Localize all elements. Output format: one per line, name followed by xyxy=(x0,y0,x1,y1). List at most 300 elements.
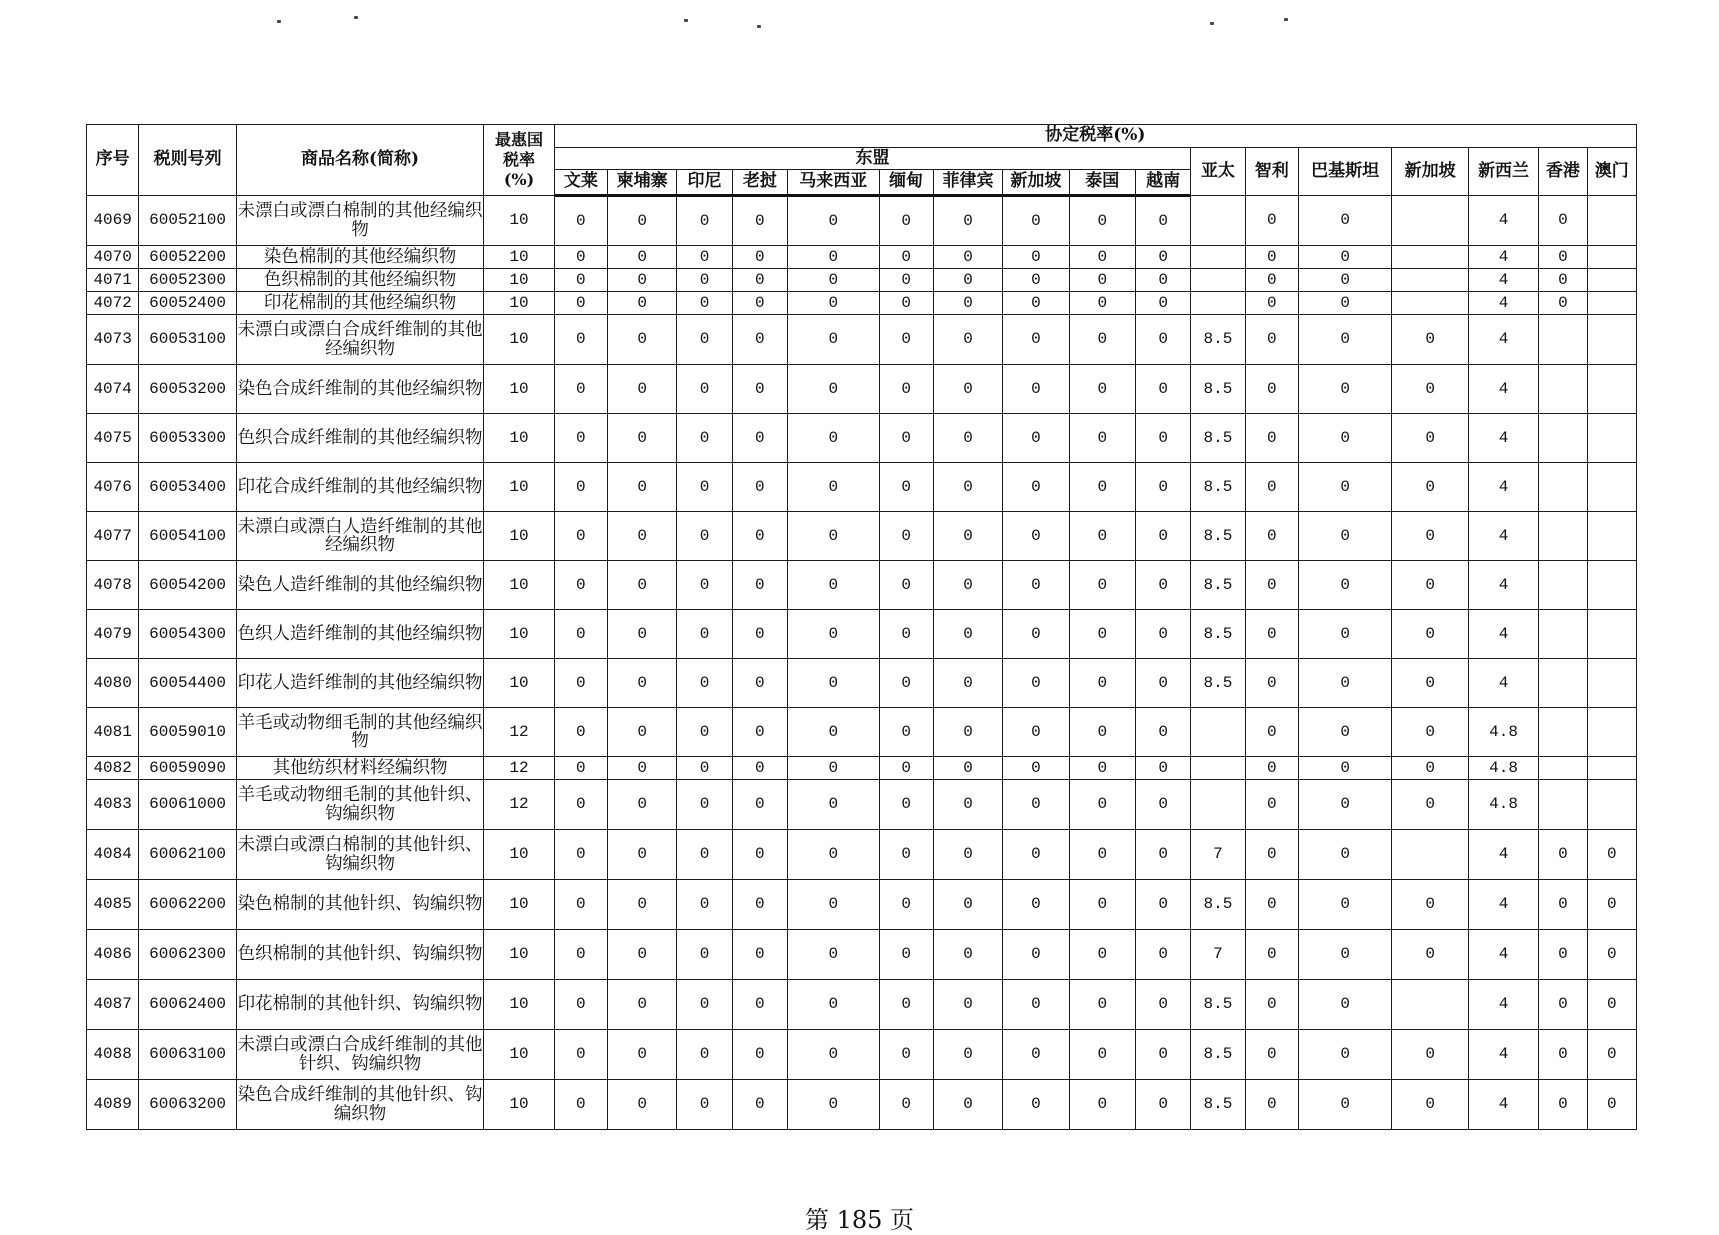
table-row xyxy=(87,246,1637,269)
row-agreement-rate: 0 xyxy=(554,980,607,1030)
row-product-name: 羊毛或动物细毛制的其他经编织物 xyxy=(236,708,483,757)
row-agreement-rate: 0 xyxy=(1003,315,1069,365)
row-agreement-rate: 0 xyxy=(1392,512,1468,561)
row-agreement-rate: 0 xyxy=(1135,980,1190,1030)
row-agreement-rate: 0 xyxy=(554,708,607,757)
row-agreement-rate: 0 xyxy=(607,292,676,315)
row-agreement-rate: 0 xyxy=(1069,708,1135,757)
table-row xyxy=(87,780,1637,830)
row-agreement-rate: 8.5 xyxy=(1191,463,1245,512)
row-agreement-rate: 0 xyxy=(1003,561,1069,610)
row-agreement-rate: 0 xyxy=(1245,880,1298,930)
row-agreement-rate: 0 xyxy=(879,780,933,830)
table-row xyxy=(87,463,1637,512)
row-agreement-rate: 0 xyxy=(788,196,880,246)
row-agreement-rate: 0 xyxy=(554,292,607,315)
row-agreement-rate: 0 xyxy=(1069,880,1135,930)
header-apta: 亚太 xyxy=(1191,148,1245,196)
row-agreement-rate: 0 xyxy=(1587,880,1636,930)
row-agreement-rate: 0 xyxy=(607,365,676,414)
row-agreement-rate: 0 xyxy=(1245,610,1298,659)
row-agreement-rate xyxy=(1191,708,1245,757)
table-row xyxy=(87,1080,1637,1130)
row-mfn-rate: 10 xyxy=(484,1030,554,1080)
row-agreement-rate: 0 xyxy=(1539,1030,1587,1080)
row-agreement-rate: 0 xyxy=(1135,930,1190,980)
row-agreement-rate: 0 xyxy=(677,414,732,463)
row-agreement-rate: 0 xyxy=(933,292,1002,315)
row-agreement-rate: 0 xyxy=(554,830,607,880)
row-agreement-rate: 0 xyxy=(1135,1030,1190,1080)
page-number: 第 185 页 xyxy=(804,1206,915,1234)
row-agreement-rate: 0 xyxy=(607,196,676,246)
table-row xyxy=(87,830,1637,880)
row-agreement-rate: 0 xyxy=(554,1080,607,1130)
row-agreement-rate: 0 xyxy=(1298,196,1392,246)
row-agreement-rate: 4 xyxy=(1468,269,1538,292)
row-agreement-rate: 0 xyxy=(1587,930,1636,980)
row-product-name: 未漂白或漂白棉制的其他针织、钩编织物 xyxy=(236,830,483,880)
row-agreement-rate: 0 xyxy=(554,610,607,659)
row-agreement-rate: 4 xyxy=(1468,463,1538,512)
header-laos: 老挝 xyxy=(732,170,787,196)
row-agreement-rate: 0 xyxy=(879,414,933,463)
row-agreement-rate: 0 xyxy=(1135,246,1190,269)
row-agreement-rate: 0 xyxy=(554,246,607,269)
row-agreement-rate: 0 xyxy=(933,1080,1002,1130)
row-agreement-rate: 0 xyxy=(1245,1030,1298,1080)
row-agreement-rate: 0 xyxy=(1003,708,1069,757)
row-tariff-code: 60063200 xyxy=(139,1080,237,1130)
row-agreement-rate: 0 xyxy=(554,315,607,365)
row-agreement-rate: 0 xyxy=(677,830,732,880)
row-agreement-rate: 0 xyxy=(933,246,1002,269)
row-agreement-rate: 0 xyxy=(732,246,787,269)
row-agreement-rate: 0 xyxy=(732,269,787,292)
row-agreement-rate: 0 xyxy=(607,830,676,880)
header-singapore: 新加坡 xyxy=(1392,148,1468,196)
row-agreement-rate: 0 xyxy=(607,780,676,830)
row-agreement-rate: 0 xyxy=(1003,269,1069,292)
row-seq: 4080 xyxy=(87,659,139,708)
row-agreement-rate: 0 xyxy=(554,561,607,610)
row-agreement-rate: 0 xyxy=(1392,315,1468,365)
row-agreement-rate: 0 xyxy=(879,930,933,980)
row-agreement-rate: 4.8 xyxy=(1468,757,1538,780)
row-agreement-rate: 0 xyxy=(933,512,1002,561)
header-malaysia: 马来西亚 xyxy=(788,170,880,196)
row-agreement-rate xyxy=(1392,246,1468,269)
row-agreement-rate: 0 xyxy=(1135,315,1190,365)
row-agreement-rate xyxy=(1539,757,1587,780)
row-product-name: 印花人造纤维制的其他经编织物 xyxy=(236,659,483,708)
row-agreement-rate: 0 xyxy=(607,980,676,1030)
row-agreement-rate: 0 xyxy=(732,512,787,561)
row-agreement-rate: 0 xyxy=(1298,930,1392,980)
row-agreement-rate: 0 xyxy=(1003,980,1069,1030)
row-tariff-code: 60062200 xyxy=(139,880,237,930)
table-row xyxy=(87,561,1637,610)
row-agreement-rate: 0 xyxy=(677,315,732,365)
row-agreement-rate xyxy=(1191,780,1245,830)
table-row xyxy=(87,512,1637,561)
row-agreement-rate: 0 xyxy=(1539,246,1587,269)
row-agreement-rate: 0 xyxy=(1135,757,1190,780)
row-agreement-rate: 0 xyxy=(933,414,1002,463)
row-agreement-rate: 4 xyxy=(1468,610,1538,659)
row-agreement-rate xyxy=(1539,512,1587,561)
row-agreement-rate: 0 xyxy=(1003,196,1069,246)
row-agreement-rate xyxy=(1392,292,1468,315)
row-agreement-rate xyxy=(1191,269,1245,292)
row-seq: 4089 xyxy=(87,1080,139,1130)
row-agreement-rate: 0 xyxy=(879,610,933,659)
row-product-name: 未漂白或漂白人造纤维制的其他经编织物 xyxy=(236,512,483,561)
row-mfn-rate: 10 xyxy=(484,292,554,315)
row-agreement-rate: 0 xyxy=(788,414,880,463)
row-agreement-rate: 4 xyxy=(1468,414,1538,463)
row-agreement-rate: 0 xyxy=(1003,414,1069,463)
row-agreement-rate: 0 xyxy=(1245,708,1298,757)
row-agreement-rate: 0 xyxy=(788,830,880,880)
table-row xyxy=(87,315,1637,365)
row-agreement-rate xyxy=(1539,780,1587,830)
row-agreement-rate xyxy=(1587,196,1636,246)
row-agreement-rate: 0 xyxy=(1069,196,1135,246)
row-agreement-rate: 0 xyxy=(1298,315,1392,365)
row-agreement-rate: 0 xyxy=(732,830,787,880)
row-agreement-rate xyxy=(1587,365,1636,414)
header-asean-singapore: 新加坡 xyxy=(1003,170,1069,196)
row-agreement-rate: 0 xyxy=(1298,708,1392,757)
row-agreement-rate: 8.5 xyxy=(1191,561,1245,610)
row-agreement-rate: 0 xyxy=(879,463,933,512)
row-agreement-rate: 0 xyxy=(1392,463,1468,512)
row-agreement-rate: 0 xyxy=(677,708,732,757)
row-agreement-rate: 0 xyxy=(1245,561,1298,610)
row-mfn-rate: 10 xyxy=(484,365,554,414)
header-seq: 序号 xyxy=(87,125,139,196)
row-agreement-rate: 0 xyxy=(1392,414,1468,463)
row-agreement-rate: 0 xyxy=(1392,365,1468,414)
header-code: 税则号列 xyxy=(139,125,237,196)
row-agreement-rate: 0 xyxy=(554,659,607,708)
row-seq: 4087 xyxy=(87,980,139,1030)
row-agreement-rate: 4 xyxy=(1468,830,1538,880)
header-vietnam: 越南 xyxy=(1135,170,1190,196)
header-mfn-line1: 最惠国 xyxy=(494,130,543,149)
header-agreement: 协定税率(%) xyxy=(554,125,1636,148)
table-row xyxy=(87,708,1637,757)
row-agreement-rate: 8.5 xyxy=(1191,880,1245,930)
row-mfn-rate: 10 xyxy=(484,269,554,292)
header-myanmar: 缅甸 xyxy=(879,170,933,196)
row-agreement-rate: 0 xyxy=(1298,365,1392,414)
row-agreement-rate: 0 xyxy=(1069,757,1135,780)
header-mfn-line3: (%) xyxy=(503,170,535,189)
row-agreement-rate: 0 xyxy=(788,269,880,292)
row-agreement-rate: 8.5 xyxy=(1191,512,1245,561)
row-agreement-rate: 0 xyxy=(879,512,933,561)
row-agreement-rate: 0 xyxy=(677,561,732,610)
row-agreement-rate xyxy=(1587,246,1636,269)
row-agreement-rate: 0 xyxy=(1069,414,1135,463)
row-agreement-rate: 0 xyxy=(1587,1080,1636,1130)
row-agreement-rate: 0 xyxy=(1003,610,1069,659)
row-product-name: 染色棉制的其他经编织物 xyxy=(236,246,483,269)
row-agreement-rate: 0 xyxy=(554,512,607,561)
row-agreement-rate: 0 xyxy=(1003,512,1069,561)
row-agreement-rate: 0 xyxy=(1245,659,1298,708)
row-agreement-rate xyxy=(1587,659,1636,708)
row-agreement-rate: 0 xyxy=(607,512,676,561)
row-seq: 4069 xyxy=(87,196,139,246)
row-agreement-rate: 8.5 xyxy=(1191,315,1245,365)
row-agreement-rate: 0 xyxy=(554,757,607,780)
header-brunei: 文莱 xyxy=(554,170,607,196)
row-agreement-rate: 0 xyxy=(554,463,607,512)
row-agreement-rate: 0 xyxy=(732,292,787,315)
row-agreement-rate: 0 xyxy=(1587,980,1636,1030)
row-agreement-rate: 0 xyxy=(677,246,732,269)
row-mfn-rate: 10 xyxy=(484,930,554,980)
row-product-name: 印花棉制的其他经编织物 xyxy=(236,292,483,315)
row-agreement-rate: 4.8 xyxy=(1468,708,1538,757)
row-agreement-rate: 0 xyxy=(1003,830,1069,880)
row-agreement-rate: 0 xyxy=(1298,1080,1392,1130)
row-agreement-rate xyxy=(1539,610,1587,659)
row-agreement-rate xyxy=(1392,830,1468,880)
row-agreement-rate: 0 xyxy=(933,708,1002,757)
row-agreement-rate: 4 xyxy=(1468,1080,1538,1130)
row-agreement-rate: 0 xyxy=(933,659,1002,708)
row-agreement-rate: 0 xyxy=(1298,830,1392,880)
row-agreement-rate: 0 xyxy=(1069,561,1135,610)
table-row xyxy=(87,1030,1637,1080)
row-agreement-rate: 0 xyxy=(1069,980,1135,1030)
row-agreement-rate: 0 xyxy=(1135,463,1190,512)
row-agreement-rate: 0 xyxy=(788,757,880,780)
row-agreement-rate: 0 xyxy=(879,708,933,757)
row-agreement-rate: 4.8 xyxy=(1468,780,1538,830)
row-seq: 4085 xyxy=(87,880,139,930)
table-row xyxy=(87,365,1637,414)
row-agreement-rate: 0 xyxy=(788,463,880,512)
row-product-name: 色织合成纤维制的其他经编织物 xyxy=(236,414,483,463)
row-agreement-rate xyxy=(1587,512,1636,561)
row-agreement-rate: 0 xyxy=(788,1080,880,1130)
row-agreement-rate xyxy=(1587,315,1636,365)
row-tariff-code: 60063100 xyxy=(139,1030,237,1080)
row-seq: 4075 xyxy=(87,414,139,463)
row-agreement-rate: 0 xyxy=(732,610,787,659)
row-agreement-rate: 0 xyxy=(607,1030,676,1080)
row-agreement-rate: 0 xyxy=(1539,292,1587,315)
row-agreement-rate: 0 xyxy=(677,196,732,246)
row-agreement-rate: 0 xyxy=(677,780,732,830)
row-agreement-rate: 0 xyxy=(1245,269,1298,292)
row-product-name: 色织人造纤维制的其他经编织物 xyxy=(236,610,483,659)
row-agreement-rate: 0 xyxy=(1069,315,1135,365)
row-agreement-rate xyxy=(1191,196,1245,246)
row-agreement-rate: 7 xyxy=(1191,930,1245,980)
row-product-name: 印花合成纤维制的其他经编织物 xyxy=(236,463,483,512)
row-seq: 4072 xyxy=(87,292,139,315)
row-agreement-rate: 0 xyxy=(1135,269,1190,292)
row-agreement-rate: 0 xyxy=(1245,980,1298,1030)
header-indonesia: 印尼 xyxy=(677,170,732,196)
row-agreement-rate: 0 xyxy=(1069,610,1135,659)
table-row xyxy=(87,414,1637,463)
table-row xyxy=(87,269,1637,292)
row-agreement-rate: 0 xyxy=(554,780,607,830)
row-agreement-rate: 4 xyxy=(1468,292,1538,315)
row-agreement-rate: 0 xyxy=(879,365,933,414)
row-agreement-rate: 8.5 xyxy=(1191,980,1245,1030)
row-tariff-code: 60053100 xyxy=(139,315,237,365)
row-agreement-rate: 0 xyxy=(677,980,732,1030)
row-seq: 4074 xyxy=(87,365,139,414)
row-agreement-rate: 4 xyxy=(1468,365,1538,414)
table-row xyxy=(87,610,1637,659)
row-agreement-rate: 0 xyxy=(607,610,676,659)
row-agreement-rate: 0 xyxy=(933,980,1002,1030)
row-agreement-rate: 0 xyxy=(1003,292,1069,315)
row-agreement-rate: 0 xyxy=(1069,292,1135,315)
row-agreement-rate: 0 xyxy=(1298,463,1392,512)
row-mfn-rate: 10 xyxy=(484,659,554,708)
row-tariff-code: 60052100 xyxy=(139,196,237,246)
row-agreement-rate: 0 xyxy=(879,1080,933,1130)
row-agreement-rate: 0 xyxy=(1069,246,1135,269)
row-agreement-rate: 4 xyxy=(1468,930,1538,980)
row-seq: 4082 xyxy=(87,757,139,780)
row-agreement-rate: 0 xyxy=(554,880,607,930)
row-agreement-rate: 0 xyxy=(1539,196,1587,246)
row-agreement-rate: 8.5 xyxy=(1191,414,1245,463)
row-agreement-rate xyxy=(1539,463,1587,512)
row-agreement-rate: 0 xyxy=(1069,512,1135,561)
row-agreement-rate xyxy=(1587,780,1636,830)
row-agreement-rate: 0 xyxy=(1245,780,1298,830)
row-seq: 4083 xyxy=(87,780,139,830)
row-agreement-rate: 0 xyxy=(1539,269,1587,292)
row-agreement-rate: 0 xyxy=(1003,757,1069,780)
row-agreement-rate: 0 xyxy=(1245,315,1298,365)
header-macau: 澳门 xyxy=(1587,148,1636,196)
row-agreement-rate xyxy=(1191,292,1245,315)
table-row xyxy=(87,659,1637,708)
row-agreement-rate: 0 xyxy=(1392,610,1468,659)
row-agreement-rate: 0 xyxy=(1003,463,1069,512)
table-body xyxy=(87,196,1637,1130)
row-agreement-rate: 0 xyxy=(1069,659,1135,708)
header-mfn-line2: 税率 xyxy=(502,150,535,169)
row-agreement-rate: 0 xyxy=(879,269,933,292)
row-agreement-rate: 0 xyxy=(933,365,1002,414)
row-agreement-rate xyxy=(1587,269,1636,292)
row-agreement-rate: 7 xyxy=(1191,830,1245,880)
row-agreement-rate xyxy=(1191,246,1245,269)
row-mfn-rate: 10 xyxy=(484,1080,554,1130)
row-agreement-rate: 0 xyxy=(677,463,732,512)
header-philippines: 菲律宾 xyxy=(933,170,1002,196)
row-agreement-rate: 0 xyxy=(1135,365,1190,414)
scan-specks xyxy=(0,0,1719,40)
row-tariff-code: 60054300 xyxy=(139,610,237,659)
row-seq: 4071 xyxy=(87,269,139,292)
row-agreement-rate: 0 xyxy=(879,561,933,610)
row-agreement-rate: 0 xyxy=(788,708,880,757)
row-agreement-rate: 0 xyxy=(1298,269,1392,292)
row-agreement-rate: 0 xyxy=(1135,659,1190,708)
row-agreement-rate: 0 xyxy=(732,365,787,414)
row-tariff-code: 60054200 xyxy=(139,561,237,610)
row-product-name: 染色棉制的其他针织、钩编织物 xyxy=(236,880,483,930)
row-agreement-rate: 0 xyxy=(1392,757,1468,780)
row-agreement-rate: 0 xyxy=(1003,659,1069,708)
row-agreement-rate: 0 xyxy=(607,269,676,292)
row-agreement-rate: 0 xyxy=(1392,780,1468,830)
row-agreement-rate: 0 xyxy=(879,292,933,315)
row-agreement-rate: 4 xyxy=(1468,561,1538,610)
row-agreement-rate: 0 xyxy=(607,315,676,365)
row-agreement-rate: 0 xyxy=(677,1080,732,1130)
row-agreement-rate: 0 xyxy=(1003,365,1069,414)
row-agreement-rate: 0 xyxy=(677,659,732,708)
row-agreement-rate: 0 xyxy=(732,930,787,980)
row-seq: 4081 xyxy=(87,708,139,757)
row-agreement-rate: 8.5 xyxy=(1191,1080,1245,1130)
row-agreement-rate: 8.5 xyxy=(1191,659,1245,708)
header-new-zealand: 新西兰 xyxy=(1468,148,1538,196)
row-agreement-rate: 0 xyxy=(732,463,787,512)
row-mfn-rate: 10 xyxy=(484,830,554,880)
row-agreement-rate xyxy=(1539,659,1587,708)
row-agreement-rate: 0 xyxy=(732,980,787,1030)
row-product-name: 未漂白或漂白合成纤维制的其他针织、钩编织物 xyxy=(236,1030,483,1080)
row-mfn-rate: 10 xyxy=(484,463,554,512)
row-agreement-rate: 0 xyxy=(1069,269,1135,292)
row-agreement-rate: 0 xyxy=(1069,1080,1135,1130)
row-agreement-rate: 0 xyxy=(933,830,1002,880)
row-agreement-rate: 0 xyxy=(554,930,607,980)
row-agreement-rate: 0 xyxy=(732,315,787,365)
row-agreement-rate xyxy=(1191,757,1245,780)
row-agreement-rate: 0 xyxy=(879,315,933,365)
row-agreement-rate: 0 xyxy=(1298,512,1392,561)
row-agreement-rate: 0 xyxy=(732,780,787,830)
row-agreement-rate: 0 xyxy=(879,757,933,780)
row-agreement-rate: 0 xyxy=(1298,659,1392,708)
row-agreement-rate: 0 xyxy=(732,1080,787,1130)
row-agreement-rate: 0 xyxy=(732,757,787,780)
row-agreement-rate: 0 xyxy=(732,659,787,708)
row-agreement-rate: 0 xyxy=(554,196,607,246)
row-seq: 4088 xyxy=(87,1030,139,1080)
row-agreement-rate: 0 xyxy=(788,365,880,414)
header-cambodia: 柬埔寨 xyxy=(607,170,676,196)
row-agreement-rate: 0 xyxy=(788,315,880,365)
row-product-name: 其他纺织材料经编织物 xyxy=(236,757,483,780)
row-agreement-rate: 0 xyxy=(788,980,880,1030)
row-seq: 4076 xyxy=(87,463,139,512)
row-agreement-rate: 0 xyxy=(1298,757,1392,780)
row-agreement-rate: 0 xyxy=(1003,246,1069,269)
row-agreement-rate: 0 xyxy=(607,1080,676,1130)
row-agreement-rate: 0 xyxy=(1135,512,1190,561)
row-agreement-rate: 0 xyxy=(1069,365,1135,414)
